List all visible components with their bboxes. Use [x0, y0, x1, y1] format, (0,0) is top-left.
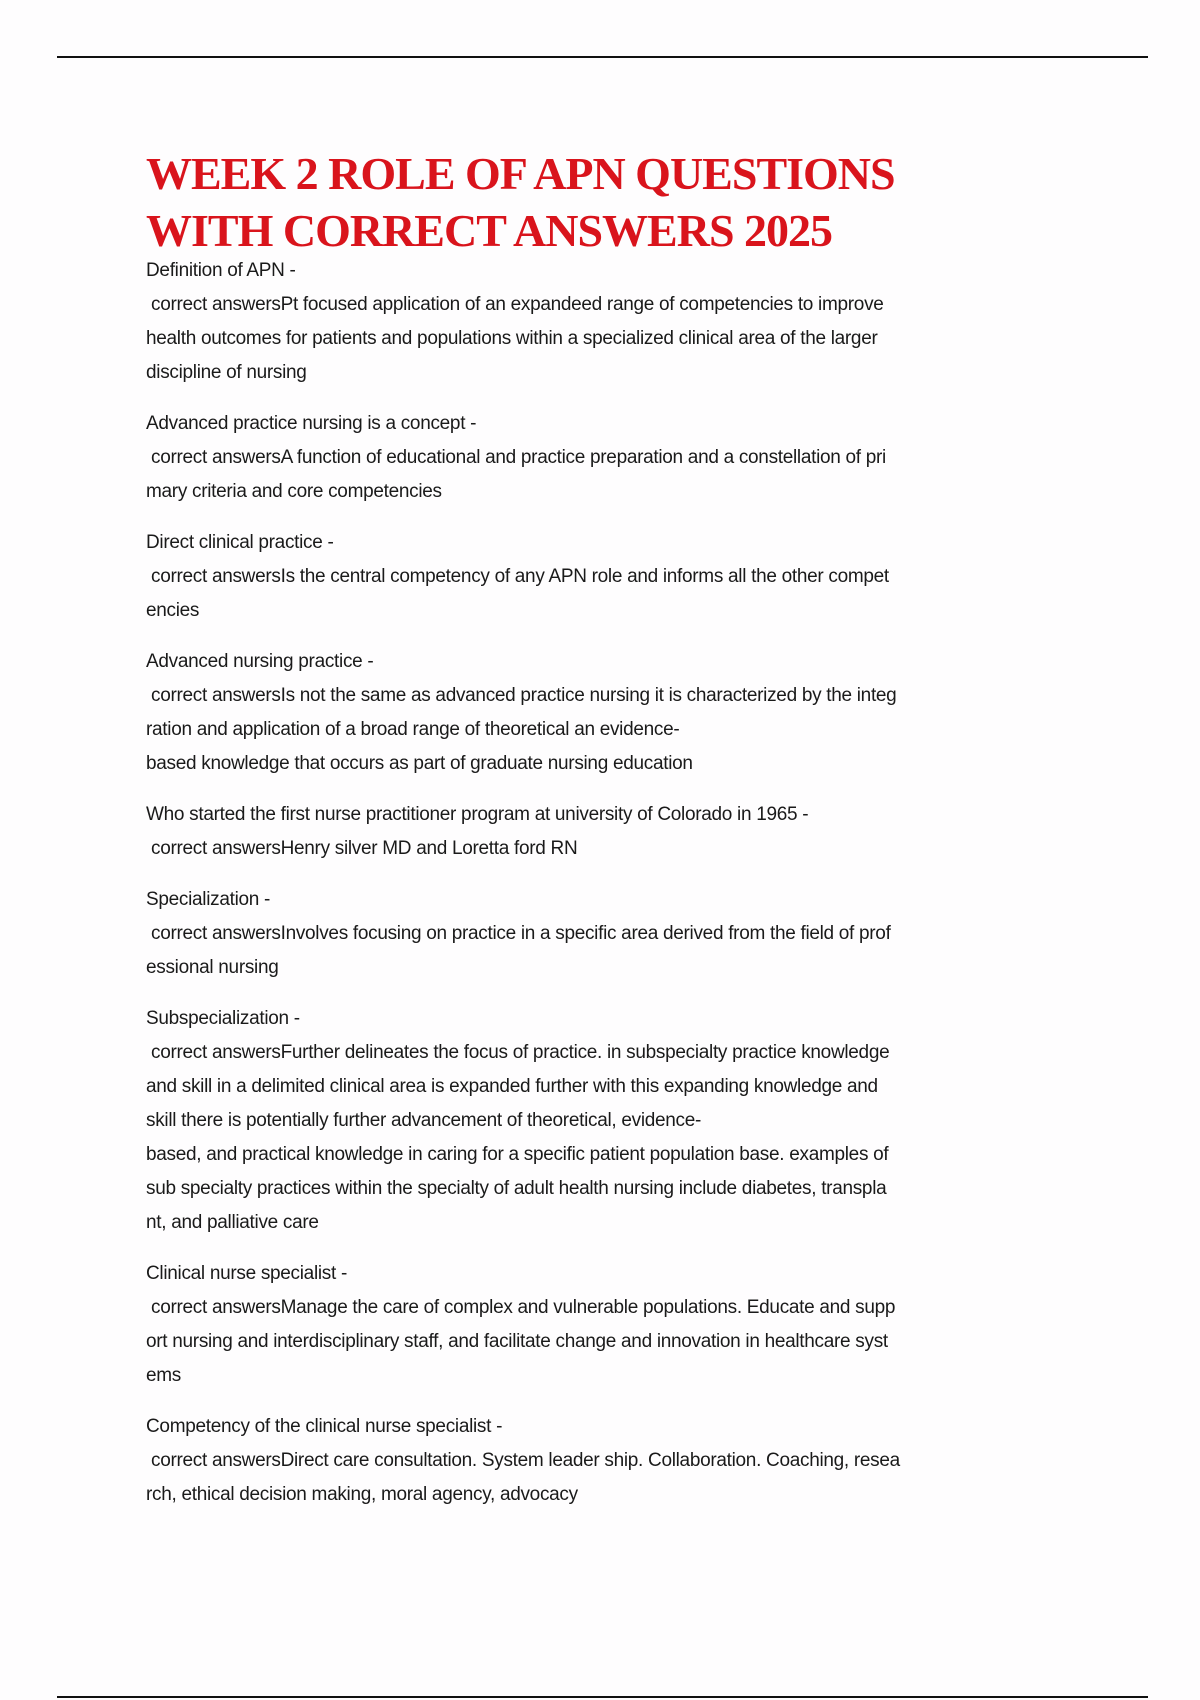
answer-line: rch, ethical decision making, moral agency, advocacy	[146, 1484, 578, 1505]
answer-line: ort nursing and interdisciplinary staff, and facilitate change and innovation in healthcare syst	[146, 1331, 888, 1352]
qa-entry	[146, 883, 1066, 985]
title-line: WITH CORRECT ANSWERS 2025	[146, 205, 833, 256]
answer-line: correct answersInvolves focusing on practice in a specific area derived from the field of prof	[151, 923, 891, 944]
qa-entry	[146, 1410, 1066, 1512]
question-text: Subspecialization -	[146, 1008, 300, 1029]
answer-line: correct answersIs not the same as advanced practice nursing it is characterized by the integ	[151, 685, 897, 706]
answer-text	[146, 441, 1066, 509]
answer-text	[146, 679, 1066, 781]
answer-line: discipline of nursing	[146, 362, 307, 383]
question-text: Who started the first nurse practitioner program at university of Colorado in 1965 -	[146, 804, 809, 825]
footer-rule	[57, 1696, 1148, 1698]
document-page	[146, 145, 1066, 1529]
qa-entry	[146, 645, 1066, 781]
answer-line: encies	[146, 600, 200, 621]
qa-entry	[146, 407, 1066, 509]
answer-line: correct answersManage the care of complex and vulnerable populations. Educate and supp	[151, 1297, 896, 1318]
qa-entry	[146, 798, 1066, 866]
answer-line: skill there is potentially further advancement of theoretical, evidence-	[146, 1110, 702, 1131]
answer-line: correct answersHenry silver MD and Loretta ford RN	[151, 838, 578, 859]
answer-line: correct answersIs the central competency of any APN role and informs all the other compet	[151, 566, 889, 587]
answer-text	[146, 1444, 1066, 1512]
answer-line: sub specialty practices within the specialty of adult health nursing include diabetes, transpla	[146, 1178, 887, 1199]
question-text: Competency of the clinical nurse specialist -	[146, 1416, 503, 1437]
question-text: Advanced nursing practice -	[146, 651, 374, 672]
qa-entry	[146, 1002, 1066, 1240]
answer-line: and skill in a delimited clinical area is expanded further with this expanding knowledge and	[146, 1076, 878, 1097]
question-text: Definition of APN -	[146, 260, 296, 281]
answer-line: based knowledge that occurs as part of graduate nursing education	[146, 753, 693, 774]
answer-line: correct answersFurther delineates the focus of practice. in subspecialty practice knowledge	[151, 1042, 890, 1063]
answer-line: correct answersA function of educational and practice preparation and a constellation of pri	[151, 447, 886, 468]
question-text: Clinical nurse specialist -	[146, 1263, 347, 1284]
answer-line: health outcomes for patients and populations within a specialized clinical area of the larger	[146, 328, 878, 349]
question-text: Advanced practice nursing is a concept -	[146, 413, 477, 434]
answer-line: ration and application of a broad range of theoretical an evidence-	[146, 719, 680, 740]
answer-line: correct answersPt focused application of an expandeed range of competencies to improve	[151, 294, 884, 315]
answer-text	[146, 832, 1066, 866]
question-text: Specialization -	[146, 889, 271, 910]
title-line: WEEK 2 ROLE OF APN QUESTIONS	[146, 148, 895, 199]
header-rule	[57, 56, 1148, 58]
answer-line: correct answersDirect care consultation. System leader ship. Collaboration. Coaching, resea	[151, 1450, 900, 1471]
answer-text	[146, 560, 1066, 628]
qa-entry	[146, 1257, 1066, 1393]
question-text: Direct clinical practice -	[146, 532, 334, 553]
answer-line: based, and practical knowledge in caring for a specific patient population base. examples of	[146, 1144, 889, 1165]
qa-list	[146, 254, 1066, 1512]
answer-line: mary criteria and core competencies	[146, 481, 442, 502]
answer-text	[146, 288, 1066, 390]
document-title	[146, 145, 1066, 259]
answer-line: essional nursing	[146, 957, 279, 978]
answer-text	[146, 917, 1066, 985]
qa-entry	[146, 254, 1066, 390]
answer-text	[146, 1036, 1066, 1240]
answer-text	[146, 1291, 1066, 1393]
answer-line: nt, and palliative care	[146, 1212, 319, 1233]
answer-line: ems	[146, 1365, 181, 1386]
qa-entry	[146, 526, 1066, 628]
